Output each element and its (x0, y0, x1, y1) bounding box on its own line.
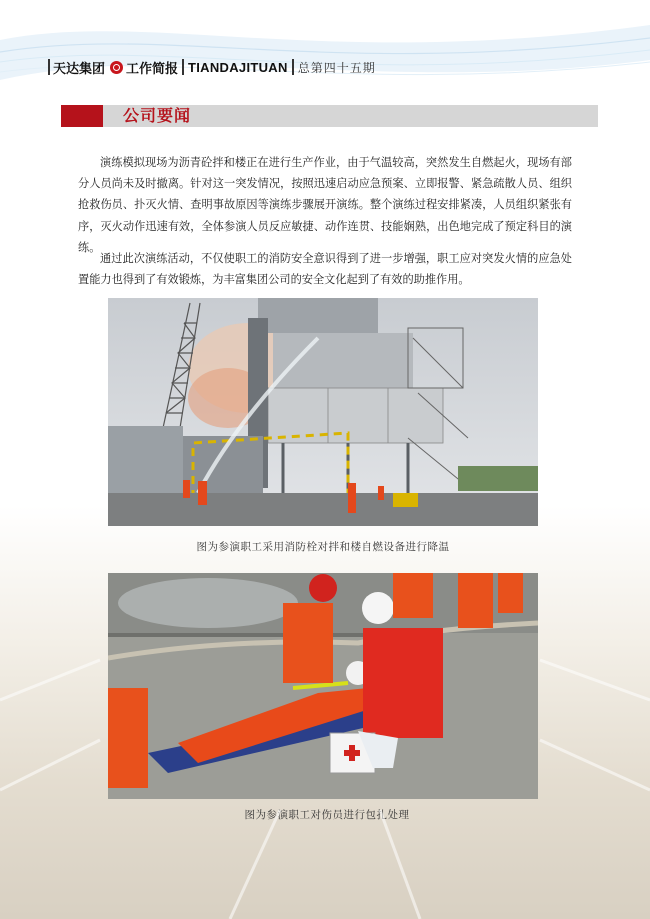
figure-caption: 图为参演职工对伤员进行包扎处理 (244, 809, 410, 821)
section-accent-block (61, 105, 103, 127)
section-title: 公司要闻 (123, 106, 192, 125)
page-header (48, 57, 376, 77)
background-road-decoration (0, 620, 650, 919)
photo-plant-cooling (108, 298, 538, 526)
article-paragraph: 通过此次演练活动，不仅使职工的消防安全意识得到了进一步增强，职工应对突发火情的应急处置能力也得到了有效锻炼，为丰富集团公司的安全文化起到了有效的助推作用。 (78, 252, 572, 287)
figure-caption: 图为参演职工采用消防栓对拌和楼自燃设备进行降温 (196, 541, 450, 553)
header-issue-number: 总第四十五期 (297, 60, 376, 75)
section-header-bar (61, 105, 598, 127)
header-divider (292, 59, 294, 75)
company-logo-icon (110, 61, 123, 74)
plant-cooling-image (108, 298, 538, 526)
header-brand: 天达集团 (53, 61, 106, 77)
header-divider (182, 59, 184, 75)
header-divider (48, 59, 50, 75)
article-paragraph: 演练模拟现场为沥青砼拌和楼正在进行生产作业，由于气温较高，突然发生自燃起火，现场有部分人员尚未及时撤离。针对这一突发情况，按照迅速启动应急预案、立即报警、紧急疏散人员、组织抢救伤员、扑灭火情、查明事故原因等演练步骤展开演练。整个演练过程安排紧凑，人员组织紧张有序，灭火动作迅速有效，全体参演人员反应敏捷、动作连贯、技能娴熟，出色地完成了预定科目的演练。 (78, 156, 572, 254)
header-wave-decoration (0, 0, 650, 95)
header-english-name: TIANDAJITUAN (188, 59, 288, 75)
header-title: 工作简报 (126, 61, 179, 77)
